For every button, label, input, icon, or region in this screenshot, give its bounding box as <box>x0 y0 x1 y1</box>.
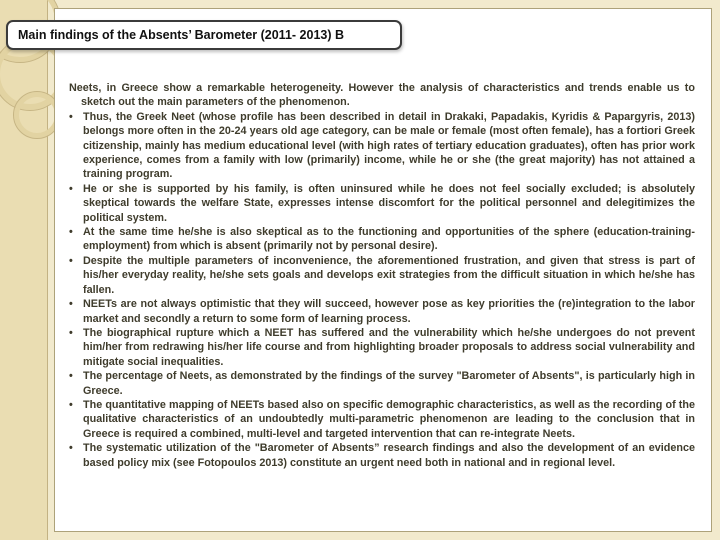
bullet-list <box>69 110 695 470</box>
bullet-item: • The percentage of Neets, as demonstrated by the findings of the survey "Barometer of Absents", is particularly high in Greece. <box>69 369 695 398</box>
slide-title-box <box>6 20 402 50</box>
bullet-item: • Despite the multiple parameters of inconvenience, the aforementioned frustration, and given that stress is part of his/her everyday reality, he/she sets goals and develops exit strategies from the difficult situation in which he/she has fallen. <box>69 254 695 297</box>
bullet-item: • He or she is supported by his family, is often uninsured while he does not feel socially excluded; is absolutely skeptical towards the welfare State, expresses intense discomfort for the political personnel and delegitimizes the political system. <box>69 182 695 225</box>
bullet-item: • The quantitative mapping of NEETs based also on specific demographic characteristics, as well as the recording of the qualitative characteristics of an undoubtedly multi-parametric phenomenon are leading to the conclusion that in Greece is required a combined, multi-level and targeted intervention that can re-integrate Neets. <box>69 398 695 441</box>
bullet-item: • NEETs are not always optimistic that they will succeed, however pose as key priorities the (re)integration to the labor market and secondly a return to some form of learning process. <box>69 297 695 326</box>
bullet-item: • The systematic utilization of the "Barometer of Absents” research findings and also the development of an evidence based policy mix (see Fotopoulos 2013) constitute an urgent need both in national and in regional level. <box>69 441 695 470</box>
bullet-item: • At the same time he/she is also skeptical as to the functioning and opportunities of the sphere (education-training-employment) from which is absent (primarily not by personal desire). <box>69 225 695 254</box>
slide-title: Main findings of the Absents’ Barometer (2011- 2013) B <box>18 28 345 42</box>
content-panel <box>54 8 712 532</box>
bullet-item: • The biographical rupture which a NEET has suffered and the vulnerability which he/she undergoes do not prevent him/her from redrawing his/her life course and from highlighting broader proposals to address social vulnerability and mitigate social inequalities. <box>69 326 695 369</box>
bullet-item: • Thus, the Greek Neet (whose profile has been described in detail in Drakaki, Papadakis, Kyridis & Papargyris, 2013) belongs more often in the 20-24 years old age category, can be male or female (most often female), has a fortiori Greek citizenship, mainly has medium educational level (with high rates of tertiary education graduates), often has prior work experience, comes from a family with low (primarily) income, while he or she (the great majority) has not attained a training program. <box>69 110 695 182</box>
intro-paragraph: Neets, in Greece show a remarkable heterogeneity. However the analysis of characteristics and trends enable us to sketch out the main parameters of the phenomenon. <box>69 82 695 109</box>
